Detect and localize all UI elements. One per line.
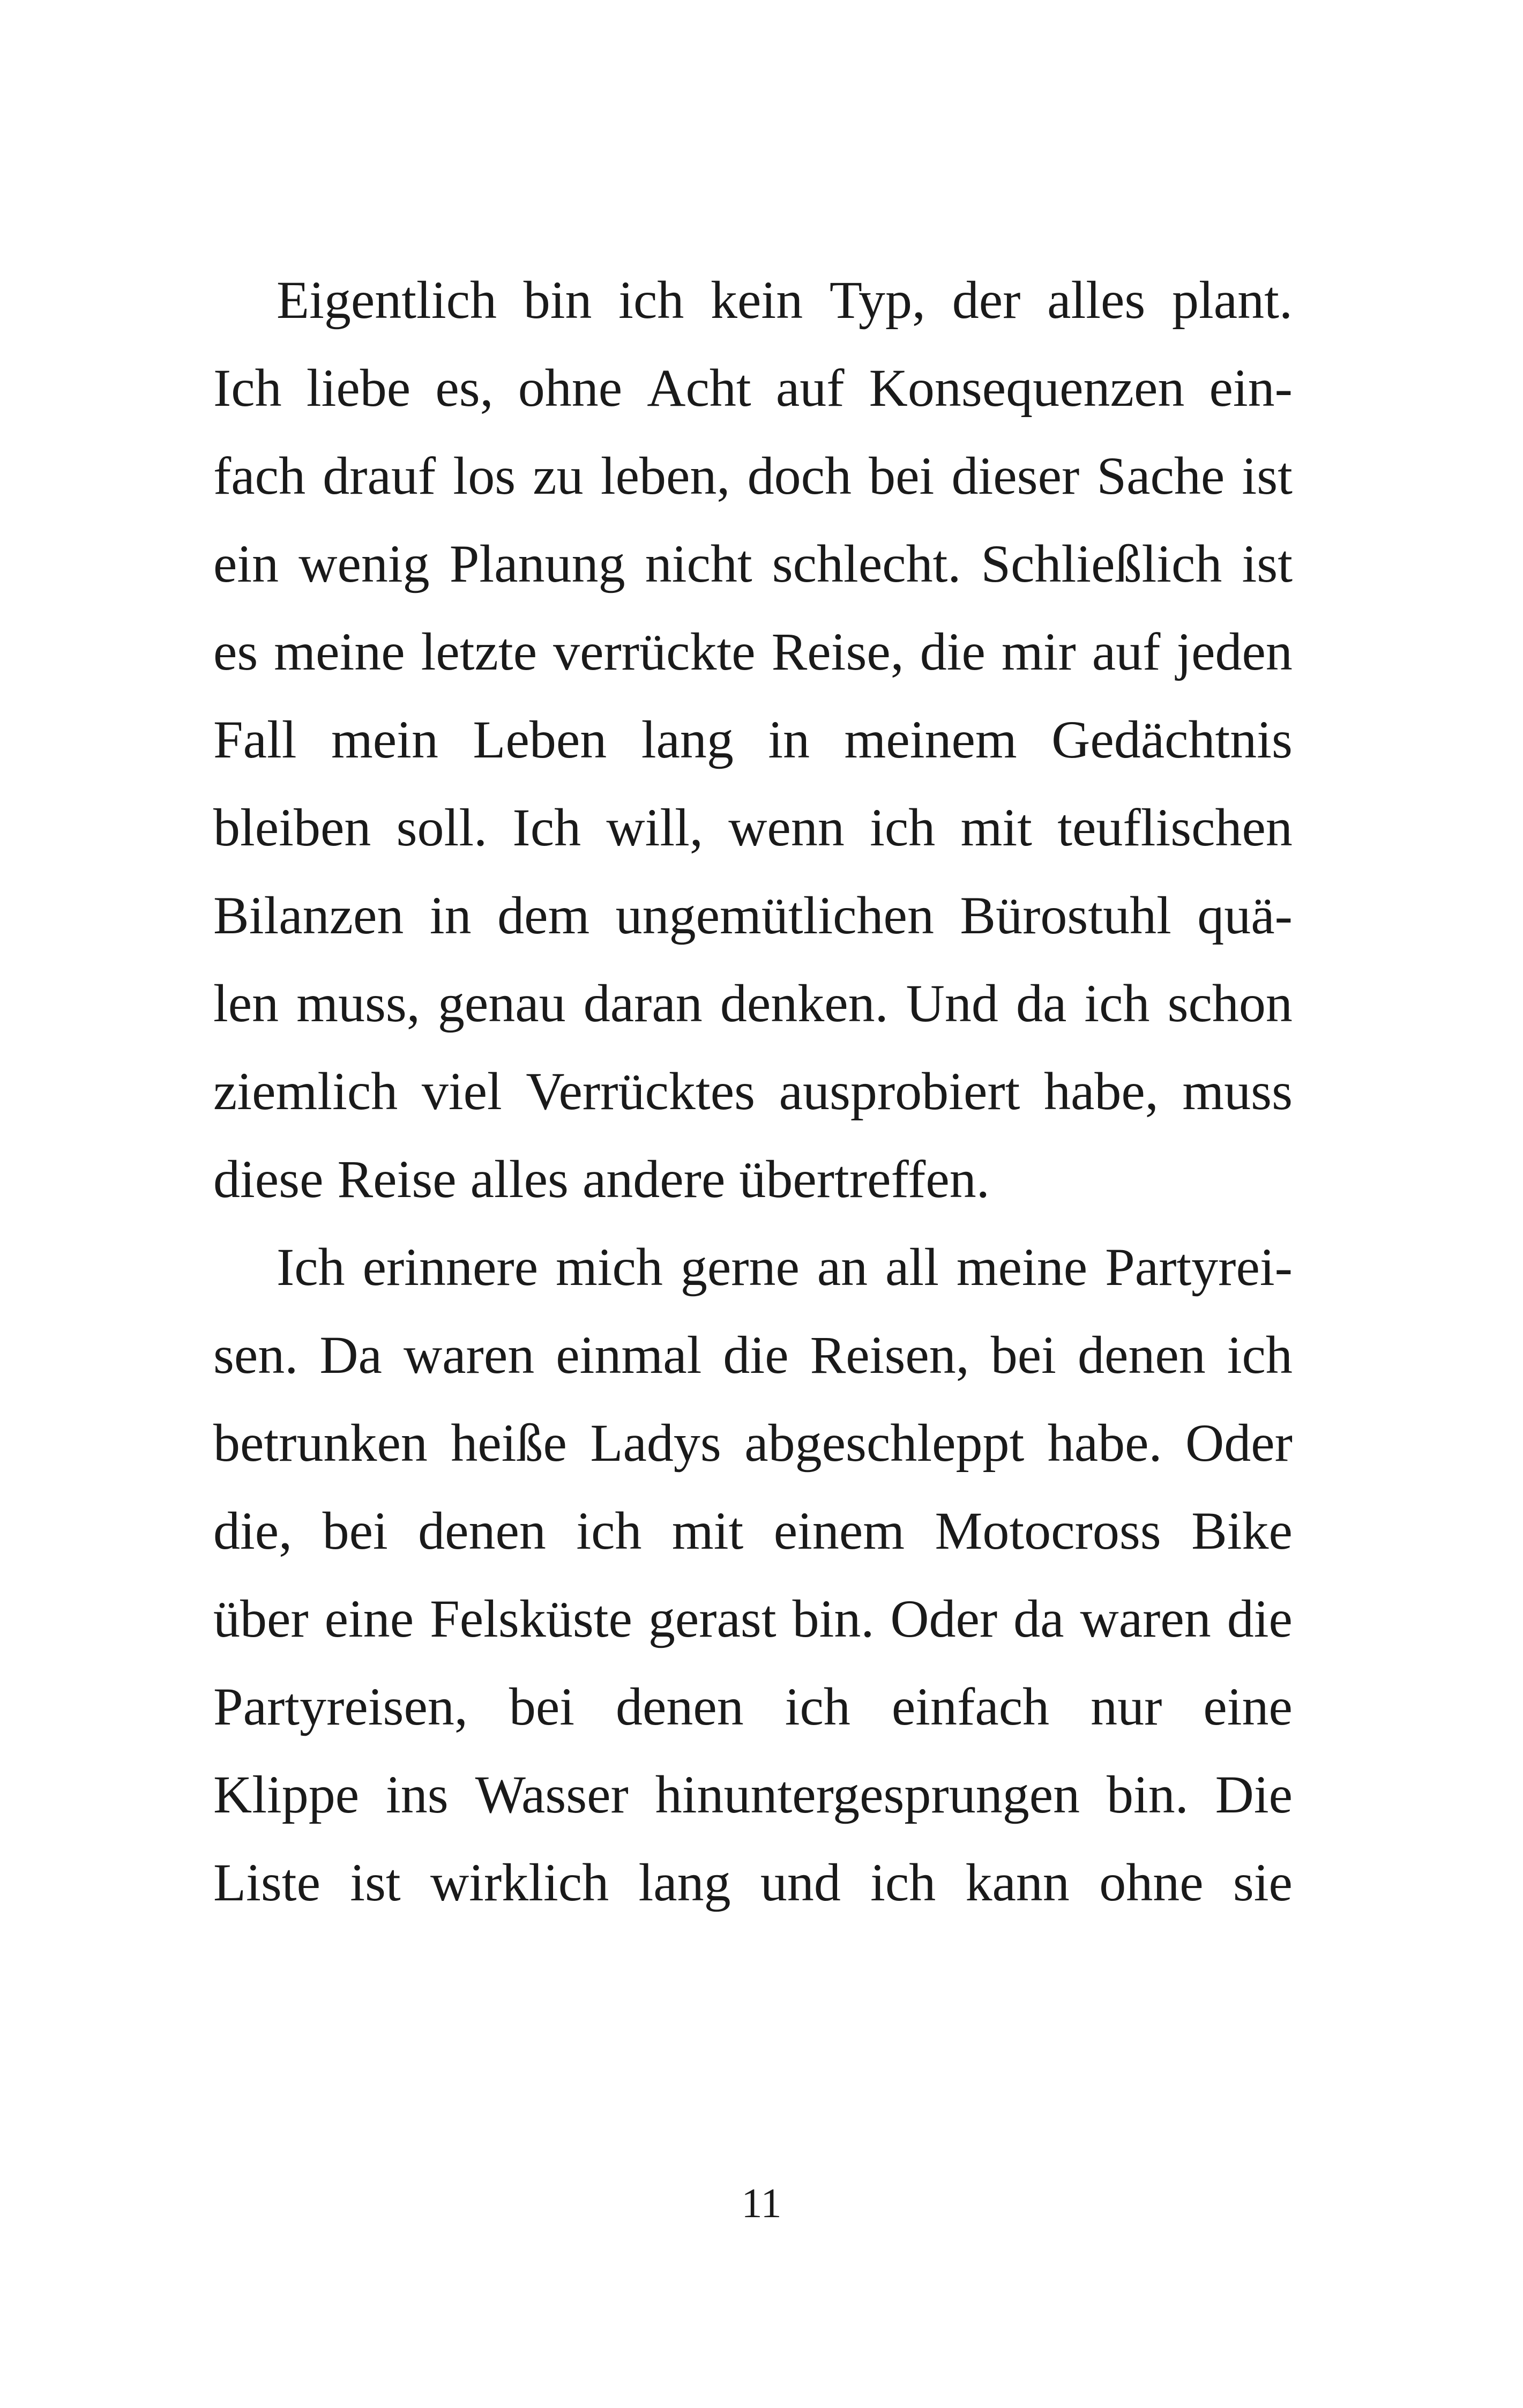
word: Ich bbox=[512, 798, 581, 857]
word: die bbox=[920, 622, 986, 681]
word: meine bbox=[956, 1237, 1088, 1297]
word: bei bbox=[322, 1501, 388, 1560]
word: ich bbox=[1227, 1325, 1293, 1385]
word: ins bbox=[386, 1765, 449, 1824]
word: quä- bbox=[1197, 886, 1293, 945]
word: Typ, bbox=[829, 270, 925, 330]
word: ich bbox=[576, 1501, 642, 1560]
word: Acht bbox=[647, 358, 751, 418]
word: ist bbox=[350, 1853, 401, 1912]
word: in bbox=[768, 710, 810, 769]
word: Planung bbox=[449, 534, 625, 593]
text-line bbox=[213, 1311, 1293, 1399]
word: Da bbox=[319, 1325, 382, 1385]
word: bleiben bbox=[213, 798, 371, 857]
word: will, bbox=[606, 798, 703, 857]
word: andere bbox=[582, 1149, 726, 1209]
word: fach bbox=[213, 446, 306, 506]
word: ziemlich bbox=[213, 1061, 398, 1121]
word: ein bbox=[213, 534, 279, 593]
text-line bbox=[213, 1839, 1293, 1927]
word: waren bbox=[403, 1325, 535, 1385]
word: Die bbox=[1215, 1765, 1293, 1824]
word: ich bbox=[1084, 973, 1150, 1033]
word: sie bbox=[1233, 1853, 1293, 1912]
word: alles bbox=[1047, 270, 1146, 330]
word: Verrücktes bbox=[526, 1061, 755, 1121]
word: übertreffen. bbox=[739, 1149, 990, 1209]
word: Reise bbox=[337, 1149, 457, 1209]
word: wenig bbox=[298, 534, 430, 593]
word: muss, bbox=[296, 973, 420, 1033]
word: zu bbox=[533, 446, 584, 506]
word: leben, bbox=[600, 446, 730, 506]
word: einfach bbox=[891, 1677, 1050, 1736]
word: liebe bbox=[306, 358, 411, 418]
word: habe, bbox=[1044, 1061, 1159, 1121]
word: viel bbox=[421, 1061, 502, 1121]
word: denken. bbox=[720, 973, 889, 1033]
word: dem bbox=[497, 886, 590, 945]
word: jeden bbox=[1176, 622, 1293, 681]
word: hinuntergesprungen bbox=[655, 1765, 1080, 1824]
word: eine bbox=[324, 1589, 414, 1648]
word: Gedächtnis bbox=[1051, 710, 1293, 769]
word: ich bbox=[618, 270, 684, 330]
word: Schließlich bbox=[981, 534, 1222, 593]
word: die bbox=[723, 1325, 789, 1385]
word: bei bbox=[869, 446, 935, 506]
word: Klippe bbox=[213, 1765, 360, 1824]
word: Motocross bbox=[935, 1501, 1161, 1560]
word: bei bbox=[990, 1325, 1056, 1385]
page-number: 11 bbox=[741, 2180, 782, 2226]
word: letzte bbox=[421, 622, 537, 681]
word: Bürostuhl bbox=[960, 886, 1171, 945]
word: schlecht. bbox=[772, 534, 961, 593]
word: Wasser bbox=[475, 1765, 629, 1824]
word: Fall bbox=[213, 710, 297, 769]
word: auf bbox=[1092, 622, 1161, 681]
word: alles bbox=[470, 1149, 569, 1209]
word: Konsequenzen bbox=[869, 358, 1185, 418]
word: ich bbox=[870, 1853, 936, 1912]
word: ohne bbox=[518, 358, 623, 418]
word: ungemütlichen bbox=[615, 886, 934, 945]
word: Partyrei- bbox=[1105, 1237, 1293, 1297]
word: ist bbox=[1242, 534, 1293, 593]
word: Oder bbox=[1185, 1413, 1293, 1473]
word: denen bbox=[615, 1677, 744, 1736]
word: lang bbox=[641, 710, 734, 769]
word: len bbox=[213, 973, 279, 1033]
text-line bbox=[213, 432, 1293, 520]
word: wenn bbox=[728, 798, 845, 857]
text-line bbox=[213, 696, 1293, 784]
word: Eigentlich bbox=[277, 270, 497, 330]
word: und bbox=[760, 1853, 841, 1912]
word: bei bbox=[509, 1677, 574, 1736]
text-line bbox=[213, 1575, 1293, 1663]
word: da bbox=[1016, 973, 1067, 1033]
word: drauf bbox=[323, 446, 436, 506]
word: bin bbox=[523, 270, 592, 330]
text-line bbox=[213, 344, 1293, 432]
word: Ladys bbox=[590, 1413, 721, 1473]
word: nur bbox=[1091, 1677, 1162, 1736]
word: die, bbox=[213, 1501, 293, 1560]
body-text bbox=[213, 256, 1293, 1927]
text-line bbox=[213, 784, 1293, 872]
word: gerne bbox=[680, 1237, 800, 1297]
word: bin. bbox=[792, 1589, 875, 1648]
word: es, bbox=[435, 358, 494, 418]
word: der bbox=[952, 270, 1021, 330]
word: eine bbox=[1203, 1677, 1293, 1736]
word: mit bbox=[671, 1501, 744, 1560]
word: Oder bbox=[890, 1589, 998, 1648]
word: ausprobiert bbox=[779, 1061, 1020, 1121]
text-line bbox=[213, 872, 1293, 960]
word: abgeschleppt bbox=[744, 1413, 1025, 1473]
word: habe. bbox=[1047, 1413, 1162, 1473]
word: erinnere bbox=[362, 1237, 539, 1297]
word: lang bbox=[638, 1853, 731, 1912]
word: in bbox=[429, 886, 472, 945]
text-line bbox=[213, 1399, 1293, 1487]
word: einem bbox=[773, 1501, 905, 1560]
word: schon bbox=[1167, 973, 1293, 1033]
word: Reisen, bbox=[810, 1325, 969, 1385]
word: gerast bbox=[648, 1589, 777, 1648]
word: da bbox=[1013, 1589, 1064, 1648]
word: muss bbox=[1182, 1061, 1293, 1121]
word: plant. bbox=[1172, 270, 1293, 330]
word: waren bbox=[1080, 1589, 1211, 1648]
word: denen bbox=[418, 1501, 546, 1560]
text-line bbox=[213, 1223, 1293, 1311]
word: teuflischen bbox=[1057, 798, 1293, 857]
word: sen. bbox=[213, 1325, 298, 1385]
word: Liste bbox=[213, 1853, 320, 1912]
word: mein bbox=[331, 710, 438, 769]
word: auf bbox=[775, 358, 845, 418]
word: mich bbox=[555, 1237, 663, 1297]
word: ich bbox=[785, 1677, 850, 1736]
word: betrunken bbox=[213, 1413, 428, 1473]
text-line bbox=[213, 256, 1293, 344]
text-line bbox=[213, 1487, 1293, 1575]
word: die bbox=[1227, 1589, 1293, 1648]
word: meinem bbox=[844, 710, 1017, 769]
word: meine bbox=[274, 622, 405, 681]
word: über bbox=[213, 1589, 309, 1648]
word: es bbox=[213, 622, 258, 681]
word: Und bbox=[906, 973, 998, 1033]
word: wirklich bbox=[430, 1853, 609, 1912]
word: Sache bbox=[1096, 446, 1225, 506]
text-line bbox=[213, 1047, 1293, 1135]
word: einmal bbox=[556, 1325, 702, 1385]
word: Reise, bbox=[771, 622, 904, 681]
word: los bbox=[453, 446, 516, 506]
word: ein- bbox=[1209, 358, 1293, 418]
word: an bbox=[817, 1237, 868, 1297]
text-line bbox=[213, 960, 1293, 1047]
text-line bbox=[213, 520, 1293, 608]
word: kein bbox=[711, 270, 803, 330]
word: Leben bbox=[473, 710, 607, 769]
word: dieser bbox=[951, 446, 1080, 506]
word: genau bbox=[437, 973, 566, 1033]
word: Bilanzen bbox=[213, 886, 404, 945]
word: ich bbox=[870, 798, 936, 857]
word: Ich bbox=[213, 358, 282, 418]
word: bin. bbox=[1106, 1765, 1189, 1824]
word: kann bbox=[965, 1853, 1070, 1912]
word: diese bbox=[213, 1149, 324, 1209]
word: daran bbox=[583, 973, 703, 1033]
word: ohne bbox=[1099, 1853, 1204, 1912]
word: Felsküste bbox=[430, 1589, 632, 1648]
word: denen bbox=[1077, 1325, 1206, 1385]
text-line bbox=[213, 1135, 1293, 1223]
word: doch bbox=[747, 446, 852, 506]
word: soll. bbox=[396, 798, 488, 857]
word: Bike bbox=[1191, 1501, 1293, 1560]
word: nicht bbox=[645, 534, 752, 593]
text-line bbox=[213, 608, 1293, 696]
word: heiße bbox=[451, 1413, 567, 1473]
word: Partyreisen, bbox=[213, 1677, 468, 1736]
word: ist bbox=[1242, 446, 1293, 506]
text-line bbox=[213, 1663, 1293, 1751]
word: mir bbox=[1001, 622, 1076, 681]
word: all bbox=[885, 1237, 939, 1297]
word: verrückte bbox=[553, 622, 756, 681]
word: Ich bbox=[277, 1237, 345, 1297]
text-line bbox=[213, 1751, 1293, 1839]
word: mit bbox=[960, 798, 1032, 857]
